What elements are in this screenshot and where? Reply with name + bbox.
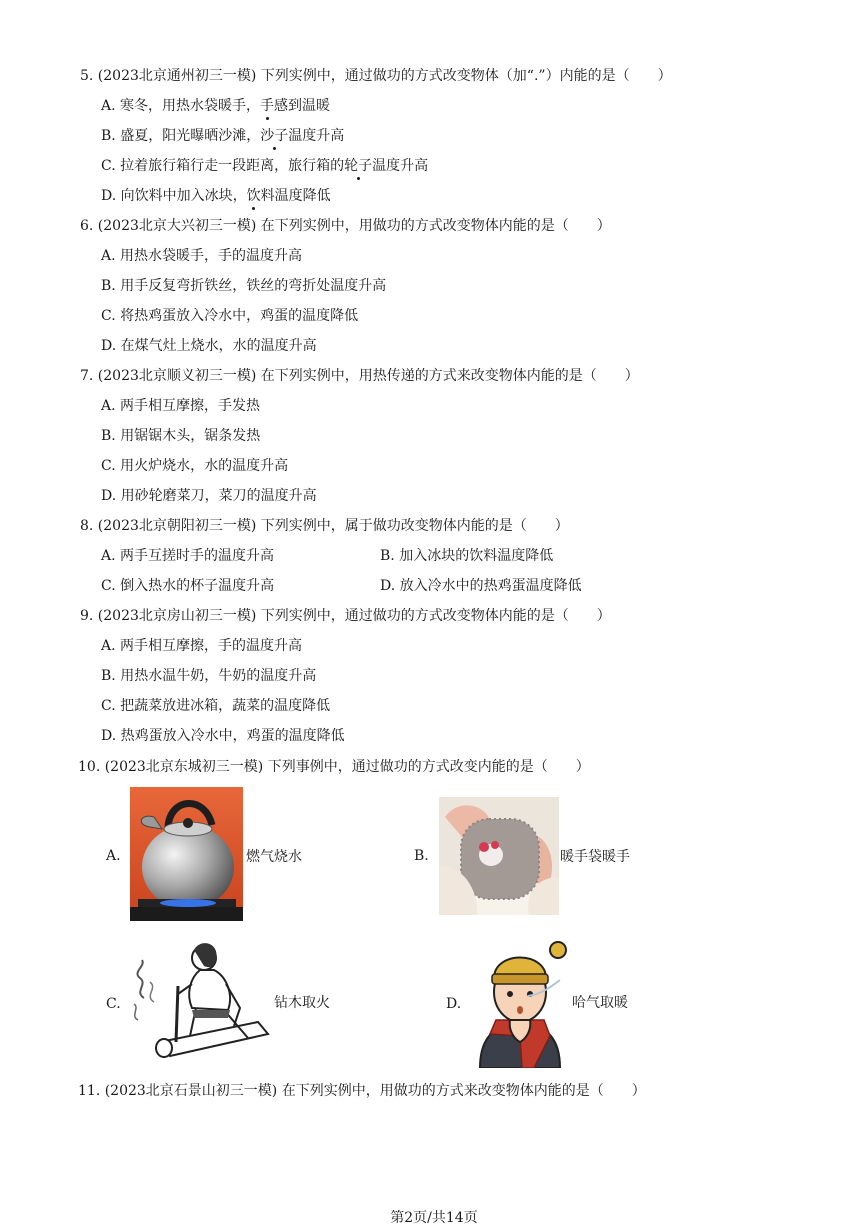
question-7-option-b: B. 用锯锯木头，锯条发热 [101,428,261,444]
question-10-stem: 10. (2023北京东城初三一模) 下列事例中，通过做功的方式改变内能的是（ ） [78,759,590,775]
question-6-stem: 6. (2023北京大兴初三一模) 在下列实例中，用做功的方式改变物体内能的是（ ） [80,218,611,234]
question-5-option-c: C. 拉着旅行箱行走一段距离，旅行箱的轮子温度升高 [101,158,429,174]
question-7-option-c: C. 用火炉烧水，水的温度升高 [101,458,289,474]
question-6-option-a: A. 用热水袋暖手，手的温度升高 [101,248,303,264]
dotted-text: 沙子 [260,128,289,144]
question-8-option-b: B. 加入冰块的饮料温度降低 [380,548,554,564]
question-9-option-d: D. 热鸡蛋放入冷水中，鸡蛋的温度降低 [101,728,345,744]
question-8-option-a: A. 两手互搓时手的温度升高 [101,548,275,564]
dotted-text: 饮 [246,188,261,204]
question-5-option-d: D. 向饮料中加入冰块，饮料温度降低 [101,188,331,204]
question-10-option-c-letter: C. [106,996,121,1012]
question-7-option-a: A. 两手相互摩擦，手发热 [101,398,261,414]
kettle-on-stove-image [130,787,243,921]
question-5-option-b: B. 盛夏，阳光曝晒沙滩，沙子温度升高 [101,128,345,144]
breathing-on-hands-image [470,936,570,1068]
question-7-stem: 7. (2023北京顺义初三一模) 在下列实例中，用热传递的方式来改变物体内能的是（ ） [80,368,639,384]
question-10-option-d-caption: 哈气取暖 [572,995,628,1011]
question-8-option-c: C. 倒入热水的杯子温度升高 [101,578,275,594]
page-number: 第2页/共14页 [390,1210,478,1226]
dotted-text: 手 [260,98,275,114]
question-6-option-b: B. 用手反复弯折铁丝，铁丝的弯折处温度升高 [101,278,387,294]
drilling-wood-fire-image [130,938,272,1063]
question-10-option-b-caption: 暖手袋暖手 [560,849,630,865]
question-5-stem: 5. (2023北京通州初三一模) 下列实例中，通过做功的方式改变物体（加“.”）内能的是（ ） [80,68,672,84]
question-10-option-d-letter: D. [446,996,462,1012]
question-6-option-c: C. 将热鸡蛋放入冷水中，鸡蛋的温度降低 [101,308,359,324]
question-10-option-a-letter: A. [106,848,121,864]
question-6-option-d: D. 在煤气灶上烧水，水的温度升高 [101,338,317,354]
dotted-text: 轮子 [344,158,373,174]
question-8-option-d: D. 放入冷水中的热鸡蛋温度降低 [380,578,582,594]
question-10-option-c-caption: 钻木取火 [274,995,330,1011]
question-10-option-a-caption: 燃气烧水 [246,849,302,865]
question-11-stem: 11. (2023北京石景山初三一模) 在下列实例中，用做功的方式来改变物体内能的是（ ） [78,1083,646,1099]
question-9-stem: 9. (2023北京房山初三一模) 下列实例中，通过做功的方式改变物体内能的是（ ） [80,608,611,624]
question-9-option-b: B. 用热水温牛奶，牛奶的温度升高 [101,668,317,684]
question-7-option-d: D. 用砂轮磨菜刀，菜刀的温度升高 [101,488,317,504]
question-10-option-b-letter: B. [414,848,429,864]
question-9-option-a: A. 两手相互摩擦，手的温度升高 [101,638,303,654]
hand-warmer-image [439,797,559,915]
question-8-stem: 8. (2023北京朝阳初三一模) 下列实例中，属于做功改变物体内能的是（ ） [80,518,569,534]
question-5-option-a: A. 寒冬，用热水袋暖手，手感到温暖 [101,98,331,114]
question-9-option-c: C. 把蔬菜放进冰箱，蔬菜的温度降低 [101,698,331,714]
